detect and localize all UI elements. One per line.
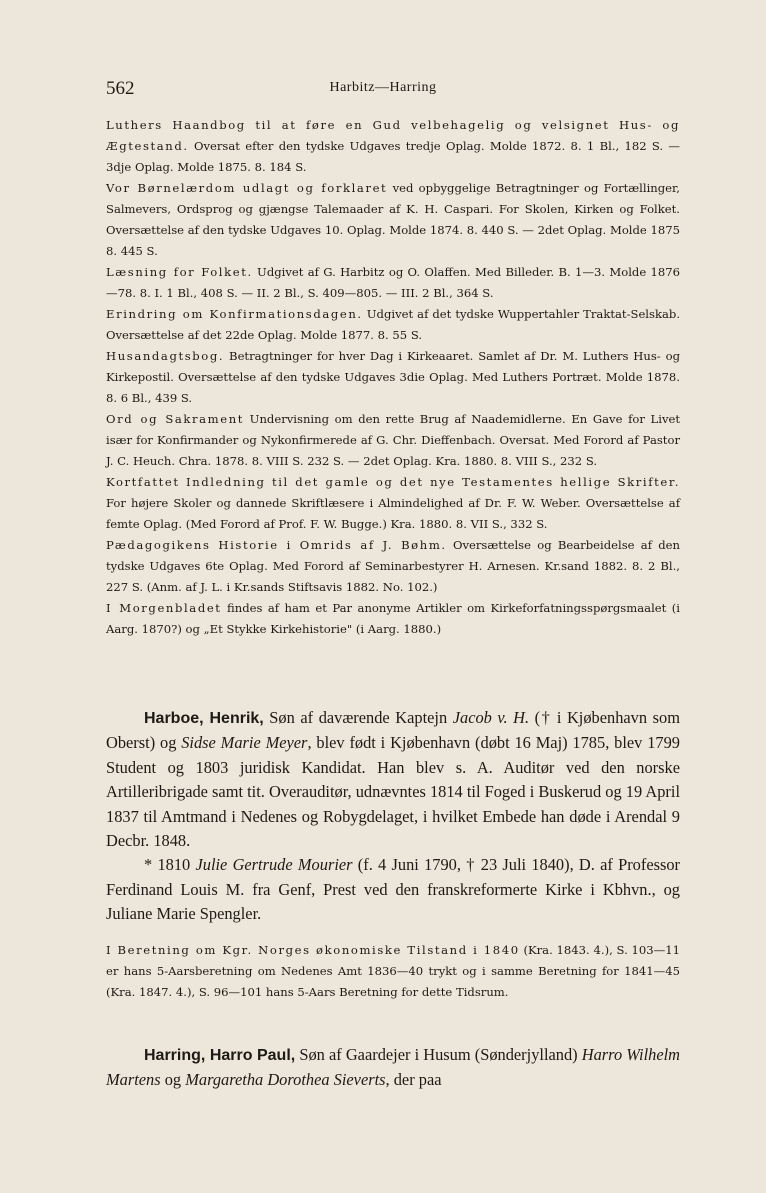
bibliography-entry: [106, 940, 680, 1003]
entry-heading: Pædagogikens Historie i Omrids af J. Bøhm.: [106, 538, 447, 552]
entry-body: Udgivet af G. Harbitz og O. Olaffen. Med Billeder. B. 1—3. Molde 1876—78. 8. I. 1 Bl., 408 S. — II. 2 Bl., S. 409—805. — III. 2 Bl., 364 S.: [106, 265, 680, 300]
entry-body: For højere Skoler og dannede Skriftlæsere i Almindelighed af Dr. F. W. Weber. Oversættelse af femte Oplag. (Med Forord af Prof. F. W. Bugge.) Kra. 1880. 8. VII S., 332 S.: [106, 496, 680, 531]
bibliography-entry: [106, 598, 680, 640]
entry-heading: Husandagtsbog.: [106, 349, 225, 363]
page-number: 562: [106, 78, 135, 99]
bio-text: , der paa: [385, 1070, 442, 1090]
person-name: Harring, Harro Paul,: [144, 1047, 296, 1064]
father-name: Jacob v. H.: [452, 708, 530, 727]
entry-heading: Vor Børnelærdom udlagt og forklaret: [106, 181, 388, 195]
spouse-name: Julie Gertrude Mourier: [195, 855, 353, 875]
bio-text: * 1810: [144, 855, 196, 875]
entry-heading: I Beretning om Kgr. Norges økonomiske Tilstand i 1840: [106, 943, 520, 957]
biography-harboe: [106, 706, 680, 927]
entry-body: (Kra. 1843. 4.), S. 103—11 er hans 5-Aarsberetning om Nedenes Amt 1836—40 trykt og i samme Beretning for 1841—45 (Kra. 1847. 4.), S. 96—101 hans 5-Aars Beretning for dette Tidsrum.: [106, 943, 680, 999]
biography-paragraph: [106, 706, 680, 853]
entry-heading: Læsning for Folket.: [106, 265, 253, 279]
bio-text: og: [160, 1070, 186, 1090]
bio-text: Søn af daværende Kaptejn: [263, 708, 453, 727]
entry-body: findes af ham et Par anonyme Artikler om Kirkeforfatningsspørgsmaalet (i Aarg. 1870?) og „Et Stykke Kirkehistorie" (i Aarg. 1880.): [106, 601, 680, 636]
father-name: Harro Wilhelm Martens: [106, 1045, 680, 1090]
harboe-works: [106, 940, 680, 1003]
entry-body: Undervisning om den rette Brug af Naademidlerne. En Gave for Livet især for Konfirmander og Nykonfirmerede af G. Chr. Dieffenbach. Oversat. Med Forord af Pastor J. C. Heuch. Chra. 1878. 8. VIII S. 232 S. — 2det Oplag. Kra. 1880. 8. VIII S., 232 S.: [106, 412, 681, 468]
entry-heading: I Morgenbladet: [106, 601, 222, 615]
entry-body: Betragtninger for hver Dag i Kirkeaaret. Samlet af Dr. M. Luthers Hus- og Kirkepostil. Oversættelse af den tydske Udgaves 3die Oplag. Med Luthers Portræt. Molde 1878. 8. 6 Bl., 439 S.: [106, 349, 680, 405]
bibliography-entry: [106, 262, 680, 304]
bibliography-entry: [106, 409, 680, 472]
bio-text: (f. 4 Juni 1790, † 23 Juli 1840), D. af Professor Ferdinand Louis M. fra Genf, Prest ved den franskreformerte Kirke i Kbhvn., og Juliane Marie Spengler.: [106, 855, 680, 924]
biography-harring: [106, 1043, 680, 1093]
bibliography-entry: [106, 304, 680, 346]
entry-heading: Ord og Sakrament: [106, 412, 245, 426]
bibliography-entry: [106, 115, 680, 178]
running-head: Harbitz—Harring: [329, 80, 437, 95]
bibliography-entry: [106, 178, 680, 262]
person-name: Harboe, Henrik,: [144, 710, 264, 727]
entry-heading: Kortfattet Indledning til det gamle og det nye Testamentes hellige Skrifter.: [106, 475, 680, 489]
entry-body: Oversat efter den tydske Udgaves tredje Oplag. Molde 1872. 8. 1 Bl., 182 S. — 3dje Oplag. Molde 1875. 8. 184 S.: [106, 139, 680, 174]
bio-text: , blev født i Kjøbenhavn (døbt 16 Maj) 1785, blev 1799 Student og 1803 juridisk Kandidat. Han blev s. A. Auditør ved den norske Artilleribrigade samt tit. Overauditør, udnævntes 1814 til Foged i Buskerud og 19 April 1837 til Amtmand i Nedenes og Robygdelaget, i hvilket Embede han døde i Arendal 9 Decbr. 1848.: [106, 733, 680, 851]
entry-body: Udgivet af det tydske Wuppertahler Traktat-Selskab. Oversættelse af det 22de Oplag. Molde 1877. 8. 55 S.: [106, 307, 681, 342]
entry-body: ved opbyggelige Betragtninger og Fortællinger, Salmevers, Ordsprog og gjængse Talemaader af K. H. Caspari. For Skolen, Kirken og Folket. Oversættelse af den tydske Udgaves 10. Oplag. Molde 1874. 8. 440 S. — 2det Oplag. Molde 1875 8. 445 S.: [106, 181, 680, 258]
mother-name: Sidse Marie Meyer: [181, 733, 308, 753]
biography-paragraph: [106, 1043, 680, 1093]
marriage-paragraph: [106, 853, 680, 926]
entry-heading: Luthers Haandbog til at føre en Gud velbehagelig og velsignet Hus- og Ægtestand.: [106, 118, 680, 153]
bibliography-list: [106, 115, 680, 640]
bio-text: († i Kjøbenhavn som Oberst) og: [106, 708, 680, 753]
bibliography-entry: [106, 346, 680, 409]
entry-heading: Erindring om Konfirmationsdagen.: [106, 307, 363, 321]
bibliography-entry: [106, 535, 680, 598]
mother-name: Margaretha Dorothea Sieverts: [185, 1070, 386, 1090]
bibliography-entry: [106, 472, 680, 535]
entry-body: Oversættelse og Bearbeidelse af den tydske Udgaves 6te Oplag. Med Forord af Seminarbestyrer H. Arnesen. Kr.sand 1882. 8. 2 Bl., 227 S. (Anm. af J. L. i Kr.sands Stiftsavis 1882. No. 102.): [106, 538, 680, 594]
bio-text: Søn af Gaardejer i Husum (Sønderjylland): [295, 1045, 582, 1064]
